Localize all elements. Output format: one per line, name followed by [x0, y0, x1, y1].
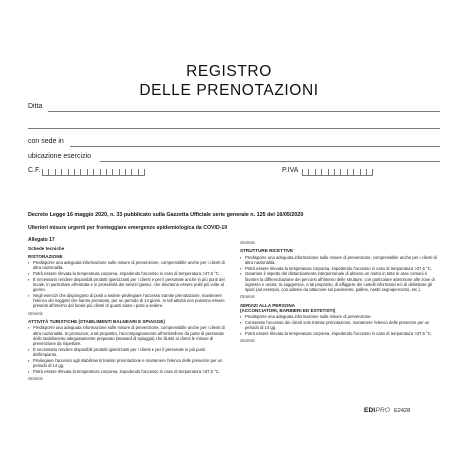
omissis-text: Omissis [28, 376, 43, 382]
omissis-text: Omissis [240, 338, 255, 344]
register-title: REGISTRO [186, 63, 272, 80]
ricettive-heading: STRUTTURE RICETTIVE [240, 248, 294, 254]
list-item: ▪ Consentire l'accesso dei clienti solo tramite prenotazione, mantenere l'elenco delle presenze per un periodo di 14 gg. [240, 320, 440, 331]
logo-main-text: EDI [364, 407, 376, 414]
ditta-line[interactable] [48, 111, 440, 112]
sede-line[interactable] [70, 146, 440, 147]
ubicazione-line[interactable] [100, 161, 440, 162]
persona-list [240, 314, 440, 336]
omissis-text: Omissis [240, 240, 255, 245]
list-item: ▪ Potrà essere rilevata la temperatura corporea, impedendo l'accesso in caso di temperatura >37,5 °C. [28, 271, 226, 276]
ditta-label: Ditta [28, 103, 43, 110]
balneari-heading: ATTIVITÀ TURISTICHE (STABILIMENTI BALNEARI E SPIAGGE) [28, 319, 165, 325]
ditta-line-2[interactable] [28, 128, 440, 129]
list-item: ▪ Predisporre una adeguata informazione sulle misure di prevenzione, comprensibile anche per i clienti di altra nazionalità. Si promuove, a tal proposito, l'accompagnamento all'ombrellone da parte di personale dello stabilimento adeguatamente preparato (steward di spiaggia) che illustri ai clienti le misure di prevenzione da rispettare. [28, 325, 226, 346]
sede-label: con sede in [28, 138, 64, 145]
list-item: ▪ È necessario rendere disponibili prodotti igienizzanti per i clienti e per il personale anche in più punti del locale, in particolare all'entrata e in prossimità dei servizi igienici, che dovranno essere puliti più volte al giorno. [28, 277, 226, 293]
list-item: ▪ Privilegiare l'accesso agli stabilimenti tramite prenotazione e mantenere l'elenco delle presenze per un periodo di 14 gg. [28, 358, 226, 369]
omissis-text: Omissis [28, 310, 43, 316]
ristorazione-heading: RISTORAZIONE [28, 253, 63, 259]
logo-suffix-text: PRO [375, 407, 391, 414]
list-item: ▪ Potrà essere rilevata la temperatura corporea, impedendo l'accesso in caso di temperatura >37,5 °C. [240, 331, 440, 336]
right-column [240, 238, 440, 347]
cf-boxes[interactable] [42, 169, 145, 176]
decree-heading: Decreto Legge 16 maggio 2020, n. 33 pubblicato sulla Gazzetta Ufficiale serie generale n. 125 del 16/05/2020 [28, 212, 304, 218]
list-item: ▪ È necessario rendere disponibili prodotti igienizzanti per i clienti e per il personale in più punti dell'impianto. [28, 347, 226, 358]
piva-boxes[interactable] [302, 169, 373, 176]
list-item: ▪ Garantire il rispetto del distanziamento interpersonale di almeno un metro in tutte le aree comuni e favorire la differenziazione dei percorsi all'interno delle strutture, con particolare attenzione alle zone di ingresso e uscita. Si suggerisce, a tal proposito, di affiggere dei cartelli informativi e/o di delimitare gli spazi (ad esempio, con adesivi da attaccare sul pavimento, palline, nastri segnapercorso, etc.). [240, 271, 440, 292]
ricettive-list [240, 255, 440, 293]
ristorazione-list [28, 260, 226, 309]
persona-subheading: (ACCONCIATORI, BARBIERI ED ESTETISTI) [240, 308, 336, 314]
allegato-heading: Allegato 17 [28, 237, 55, 243]
list-item: ▪ Potrà essere rilevata la temperatura corporea, impedendo l'accesso in caso di temperatura >37,5 °C. [240, 266, 440, 271]
schede-heading: Schede tecniche [28, 246, 65, 252]
ubicazione-label: ubicazione esercizio [28, 153, 92, 160]
edipro-logo [364, 407, 390, 414]
list-item: ▪ Predisporre una adeguata informazione sulle misure di prevenzione. [240, 314, 440, 319]
list-item: ▪ Predisporre una adeguata informazione sulle misure di prevenzione, comprensibile anche per i clienti di altra nazionalità. [28, 260, 226, 271]
product-code: E2428 [394, 408, 411, 414]
piva-label: P.IVA [282, 167, 299, 174]
list-item: ▪ Negli esercizi che dispongono di posti a sedere privilegiare l'accesso tramite prenotazione, mantenere l'elenco dei soggetti che hanno prenotato, per un periodo di 14 giorni. In tali attività non possono essere presenti all'interno del locale più clienti di quanti siano i posti a sedere. [28, 293, 226, 309]
persona-heading: SERVIZI ALLA PERSONA [240, 302, 295, 308]
register-subtitle: DELLE PRENOTAZIONI [139, 82, 319, 99]
balneari-list [28, 325, 226, 374]
list-item: ▪ Potrà essere rilevata la temperatura corporea, impedendo l'accesso in caso di temperatura >37,5 °C. [28, 369, 226, 374]
omissis-text: Omissis [240, 294, 255, 300]
list-item: ▪ Predisporre una adeguata informazione sulle misure di prevenzione, comprensibile anche per i clienti di altra nazionalità. [240, 255, 440, 266]
measures-heading: Ulteriori misure urgenti per fronteggiare emergenze epidemiologica da COVID-19 [28, 225, 228, 231]
left-column [28, 238, 226, 384]
cf-label: C.F. [28, 167, 41, 174]
